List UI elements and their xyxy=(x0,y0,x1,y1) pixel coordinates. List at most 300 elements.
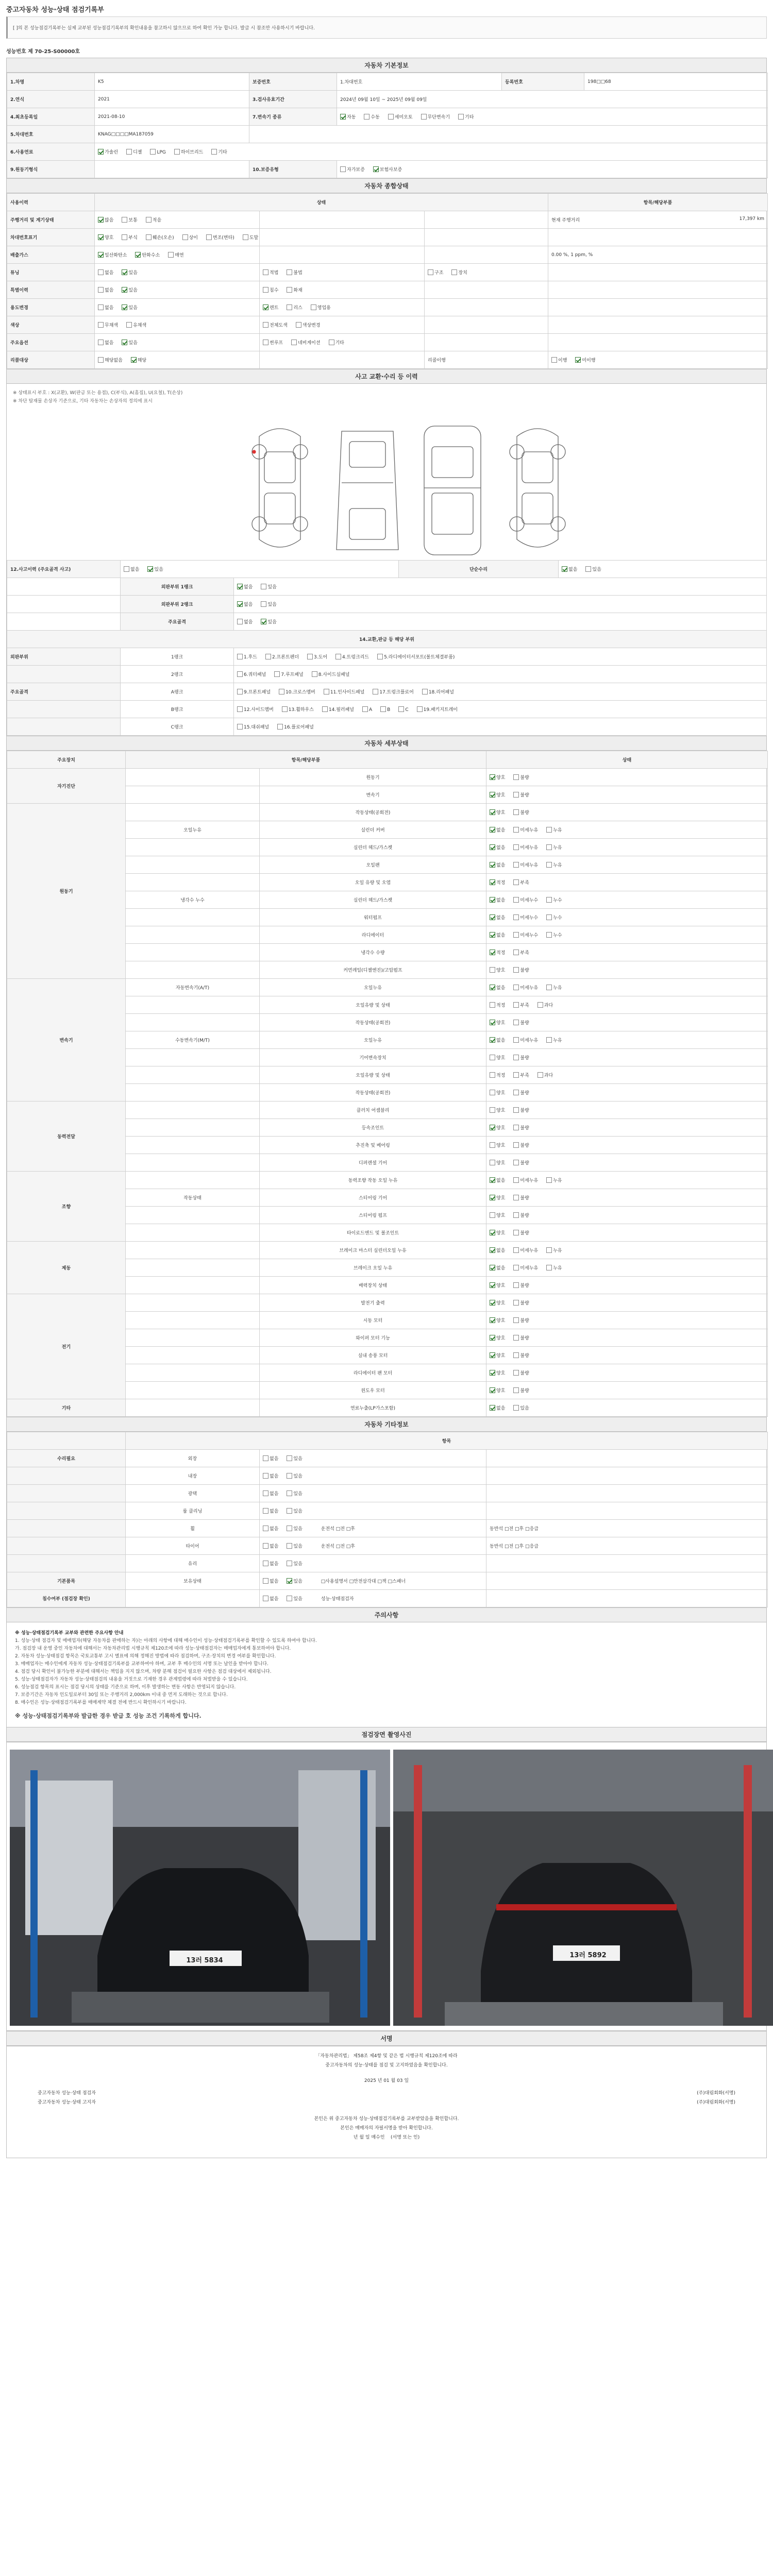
checked-box-icon[interactable] xyxy=(490,792,495,798)
detail-option: 미세누수 xyxy=(513,896,538,903)
basic-label: 보증번호 xyxy=(249,73,337,91)
checkbox-icon[interactable] xyxy=(428,269,433,275)
sign-section xyxy=(6,2031,767,2046)
checkbox-icon[interactable] xyxy=(537,1072,543,1078)
part-option: 1.후드 xyxy=(237,653,257,660)
checkbox-icon[interactable] xyxy=(513,1405,519,1411)
other-option: 없음 xyxy=(263,1455,278,1462)
checkbox-icon[interactable] xyxy=(546,1177,552,1183)
checkbox-icon[interactable] xyxy=(513,879,519,885)
checked-box-icon[interactable] xyxy=(98,217,104,223)
detail-sub xyxy=(126,874,260,891)
checkbox-icon[interactable] xyxy=(263,1508,268,1514)
checkbox-icon[interactable] xyxy=(126,149,132,155)
checkbox-icon[interactable] xyxy=(513,862,519,868)
checkbox-icon[interactable] xyxy=(513,914,519,920)
checkbox-icon[interactable] xyxy=(513,1160,519,1165)
detail-item: 워터펌프 xyxy=(260,909,486,926)
checkbox-icon[interactable] xyxy=(513,1090,519,1095)
detail-option: 있음 xyxy=(513,1404,529,1411)
detail-sub xyxy=(126,1049,260,1066)
checkbox-icon[interactable] xyxy=(206,234,212,240)
checkbox-icon[interactable] xyxy=(237,706,243,712)
checkbox-icon[interactable] xyxy=(287,304,292,310)
checkbox-icon[interactable] xyxy=(513,1125,519,1130)
checkbox-icon[interactable] xyxy=(421,114,427,120)
checkbox-icon[interactable] xyxy=(263,1473,268,1479)
other-item: 룸 클리닝 xyxy=(126,1502,260,1520)
checkbox-icon[interactable] xyxy=(451,269,457,275)
checkbox-icon[interactable] xyxy=(458,114,464,120)
detail-state xyxy=(486,996,768,1014)
checked-box-icon[interactable] xyxy=(490,1317,495,1323)
checkbox-icon[interactable] xyxy=(513,1352,519,1358)
checked-box-icon[interactable] xyxy=(490,1177,495,1183)
checked-box-icon[interactable] xyxy=(490,1037,495,1043)
detail-sub xyxy=(126,1154,260,1172)
checkbox-icon[interactable] xyxy=(513,1370,519,1376)
checked-box-icon[interactable] xyxy=(237,601,243,607)
detail-option: 누수 xyxy=(546,896,562,903)
checkbox-icon[interactable] xyxy=(490,1160,495,1165)
checked-box-icon[interactable] xyxy=(490,1195,495,1200)
checked-box-icon[interactable] xyxy=(490,1125,495,1130)
detail-row xyxy=(7,1294,768,1312)
checked-box-icon[interactable] xyxy=(490,862,495,868)
detail-sub: 냉각수 누수 xyxy=(126,891,260,909)
checkbox-icon[interactable] xyxy=(513,1317,519,1323)
checked-box-icon[interactable] xyxy=(490,1335,495,1341)
checkbox-icon[interactable] xyxy=(98,322,104,328)
other-state xyxy=(260,1572,486,1590)
checked-box-icon[interactable] xyxy=(562,566,567,572)
other-option: 없음 xyxy=(263,1490,278,1497)
detail-option: 양호 xyxy=(490,1352,505,1359)
checked-box-icon[interactable] xyxy=(340,114,346,120)
other-title: 자동차 기타정보 xyxy=(7,1417,766,1432)
checkbox-icon[interactable] xyxy=(513,792,519,798)
checked-box-icon[interactable] xyxy=(490,950,495,955)
checkbox-icon[interactable] xyxy=(546,827,552,833)
checkbox-icon[interactable] xyxy=(398,706,404,712)
car-diagram xyxy=(7,411,766,560)
basic-label: 5.차대번호 xyxy=(7,126,95,143)
checkbox-icon[interactable] xyxy=(513,1300,519,1306)
detail-sub xyxy=(126,786,260,804)
checked-box-icon[interactable] xyxy=(490,985,495,990)
checkbox-icon[interactable] xyxy=(546,1265,552,1270)
basic-label: 9.원동기형식 xyxy=(7,161,95,178)
checkbox-icon[interactable] xyxy=(380,706,386,712)
checkbox-icon[interactable] xyxy=(513,844,519,850)
checkbox-icon[interactable] xyxy=(291,340,297,345)
checked-box-icon[interactable] xyxy=(490,1230,495,1235)
checkbox-icon[interactable] xyxy=(263,1455,268,1461)
detail-item: 타이로드엔드 및 볼조인트 xyxy=(260,1224,486,1242)
checked-box-icon[interactable] xyxy=(490,1282,495,1288)
checked-box-icon[interactable] xyxy=(490,1265,495,1270)
checkbox-icon[interactable] xyxy=(296,322,301,328)
detail-option: 과다 xyxy=(537,1072,553,1078)
checkbox-icon[interactable] xyxy=(287,1561,292,1566)
checkbox-icon[interactable] xyxy=(513,1177,519,1183)
checkbox-icon[interactable] xyxy=(490,1212,495,1218)
checked-box-icon[interactable] xyxy=(490,932,495,938)
rank-option: 있음 xyxy=(261,601,276,607)
checkbox-icon[interactable] xyxy=(98,357,104,363)
checkbox-icon[interactable] xyxy=(261,584,266,589)
checkbox-icon[interactable] xyxy=(513,1142,519,1148)
checkbox-icon[interactable] xyxy=(322,706,328,712)
checkbox-icon[interactable] xyxy=(168,252,174,258)
detail-sub xyxy=(126,909,260,926)
legend-symbols: ※ 상태표시 부호 : X(교환), W(판금 또는 용접), C(부식), A(흠집), U(요철), T(손상) xyxy=(13,391,183,396)
checked-box-icon[interactable] xyxy=(373,166,379,172)
checkbox-icon[interactable] xyxy=(287,269,292,275)
checkbox-icon[interactable] xyxy=(261,601,266,607)
checkbox-icon[interactable] xyxy=(490,1107,495,1113)
checkbox-icon[interactable] xyxy=(277,724,283,730)
checkbox-icon[interactable] xyxy=(307,654,313,659)
checkbox-icon[interactable] xyxy=(513,1195,519,1200)
overview-state xyxy=(425,299,548,316)
checkbox-icon[interactable] xyxy=(513,1265,519,1270)
other-group: 침수여부 (점검장 확인) xyxy=(7,1590,126,1607)
checkbox-icon[interactable] xyxy=(335,654,341,659)
checkbox-icon[interactable] xyxy=(263,1490,268,1496)
checkbox-icon[interactable] xyxy=(513,1230,519,1235)
checkbox-icon[interactable] xyxy=(513,1037,519,1043)
checkbox-icon[interactable] xyxy=(546,862,552,868)
detail-item: 오일유량 및 상태 xyxy=(260,996,486,1014)
other-head-spacer xyxy=(7,1432,126,1450)
overview-state xyxy=(260,246,425,264)
checkbox-icon[interactable] xyxy=(126,322,132,328)
detail-option: 부족 xyxy=(513,879,529,886)
checkbox-icon[interactable] xyxy=(287,1490,292,1496)
checkbox-icon[interactable] xyxy=(490,1072,495,1078)
checkbox-icon[interactable] xyxy=(513,950,519,955)
checkbox-icon[interactable] xyxy=(182,234,188,240)
detail-state xyxy=(486,821,768,839)
checkbox-icon[interactable] xyxy=(312,671,317,677)
sign-line-1: 「자동차관리법」 제58조 제4항 및 같은 법 시행규칙 제120조에 따라 xyxy=(315,2054,458,2059)
checkbox-icon[interactable] xyxy=(490,1055,495,1060)
basic-info-title: 자동차 기본정보 xyxy=(7,58,766,73)
overview-row xyxy=(7,211,768,229)
checked-box-icon[interactable] xyxy=(287,1578,292,1584)
checkbox-icon[interactable] xyxy=(98,304,104,310)
checkbox-icon[interactable] xyxy=(311,304,316,310)
checkbox-icon[interactable] xyxy=(124,566,129,572)
checkbox-icon[interactable] xyxy=(513,897,519,903)
parts-row xyxy=(7,683,767,701)
car-top xyxy=(424,426,481,555)
car-left-side xyxy=(252,429,308,547)
overview-state xyxy=(260,299,425,316)
checkbox-icon[interactable] xyxy=(287,1596,292,1601)
checked-box-icon[interactable] xyxy=(490,844,495,850)
checkbox-icon[interactable] xyxy=(282,706,288,712)
checkbox-icon[interactable] xyxy=(513,827,519,833)
detail-group: 기타 xyxy=(7,1399,126,1417)
other-extra2 xyxy=(486,1572,768,1590)
checked-box-icon[interactable] xyxy=(98,149,104,155)
state-option: 부식 xyxy=(122,234,137,241)
checkbox-icon[interactable] xyxy=(287,1455,292,1461)
checkbox-icon[interactable] xyxy=(98,340,104,345)
checkbox-icon[interactable] xyxy=(513,985,519,990)
checkbox-icon[interactable] xyxy=(237,724,243,730)
detail-state xyxy=(486,1101,768,1119)
checkbox-icon[interactable] xyxy=(263,1578,268,1584)
checkbox-icon[interactable] xyxy=(362,706,368,712)
detail-option: 적정 xyxy=(490,1002,505,1008)
checkbox-icon[interactable] xyxy=(417,706,423,712)
checkbox-icon[interactable] xyxy=(122,217,127,223)
other-row xyxy=(7,1537,768,1555)
detail-option: 불량 xyxy=(513,1019,529,1026)
checked-box-icon[interactable] xyxy=(490,914,495,920)
checkbox-icon[interactable] xyxy=(513,1072,519,1078)
checkbox-icon[interactable] xyxy=(513,932,519,938)
checkbox-icon[interactable] xyxy=(211,149,217,155)
state-option: 없음 xyxy=(98,269,113,276)
detail-option: 누수 xyxy=(546,914,562,921)
checkbox-icon[interactable] xyxy=(546,914,552,920)
detail-option: 양호 xyxy=(490,1089,505,1096)
detail-item: 작동상태(공회전) xyxy=(260,1084,486,1101)
checkbox-icon[interactable] xyxy=(546,844,552,850)
checkbox-icon[interactable] xyxy=(237,619,243,624)
checkbox-icon[interactable] xyxy=(513,1107,519,1113)
overview-state xyxy=(260,264,425,281)
checkbox-icon[interactable] xyxy=(513,774,519,780)
checkbox-icon[interactable] xyxy=(98,269,104,275)
detail-sub xyxy=(126,1259,260,1277)
parts-group: 주요골격 xyxy=(7,683,121,701)
checked-box-icon[interactable] xyxy=(122,269,127,275)
detail-row xyxy=(7,1172,768,1189)
basic-label: 4.최초등록일 xyxy=(7,108,95,126)
detail-state xyxy=(486,1066,768,1084)
other-option: 없음 xyxy=(263,1507,278,1514)
checkbox-icon[interactable] xyxy=(377,654,383,659)
detail-item: 스티어링 기어 xyxy=(260,1189,486,1207)
checkbox-icon[interactable] xyxy=(174,149,180,155)
checkbox-icon[interactable] xyxy=(274,671,280,677)
checkbox-icon[interactable] xyxy=(263,1526,268,1531)
detail-option: 불량 xyxy=(513,1054,529,1061)
checkbox-icon[interactable] xyxy=(513,1212,519,1218)
detail-option: 불량 xyxy=(513,1212,529,1218)
checkbox-icon[interactable] xyxy=(263,322,268,328)
detail-state xyxy=(486,1259,768,1277)
state-option: 보통 xyxy=(122,216,137,223)
checkbox-icon[interactable] xyxy=(513,809,519,815)
checkbox-icon[interactable] xyxy=(513,1282,519,1288)
checkbox-icon[interactable] xyxy=(513,1335,519,1341)
checked-box-icon[interactable] xyxy=(490,1370,495,1376)
overview-table xyxy=(7,193,768,369)
overview-detail xyxy=(548,316,768,334)
part-option: 3.도어 xyxy=(307,653,327,660)
detail-option: 없음 xyxy=(490,861,505,868)
other-group xyxy=(7,1485,126,1502)
checked-box-icon[interactable] xyxy=(261,619,266,624)
warranty-option: 자가보증 xyxy=(340,166,365,173)
checked-box-icon[interactable] xyxy=(490,827,495,833)
checkbox-icon[interactable] xyxy=(388,114,394,120)
detail-state xyxy=(486,979,768,996)
detail-sub xyxy=(126,1014,260,1031)
checked-box-icon[interactable] xyxy=(490,774,495,780)
checked-box-icon[interactable] xyxy=(98,252,104,258)
other-option: 있음 xyxy=(287,1507,302,1514)
parts-row xyxy=(7,648,767,666)
checkbox-icon[interactable] xyxy=(513,1247,519,1253)
checkbox-icon[interactable] xyxy=(237,654,243,659)
checkbox-icon[interactable] xyxy=(287,1526,292,1531)
checked-box-icon[interactable] xyxy=(490,879,495,885)
checkbox-icon[interactable] xyxy=(546,1247,552,1253)
checkbox-icon[interactable] xyxy=(329,340,334,345)
detail-option: 불량 xyxy=(513,967,529,973)
parts-head-row xyxy=(7,631,767,648)
state-option: 상이 xyxy=(182,234,198,241)
checked-box-icon[interactable] xyxy=(490,1247,495,1253)
checkbox-icon[interactable] xyxy=(98,287,104,293)
checked-box-icon[interactable] xyxy=(490,1387,495,1393)
checked-box-icon[interactable] xyxy=(122,304,127,310)
checkbox-icon[interactable] xyxy=(263,1561,268,1566)
checkbox-icon[interactable] xyxy=(279,689,284,694)
other-item: 광택 xyxy=(126,1485,260,1502)
checkbox-icon[interactable] xyxy=(546,932,552,938)
checkbox-icon[interactable] xyxy=(513,1387,519,1393)
checkbox-icon[interactable] xyxy=(546,1037,552,1043)
detail-option: 없음 xyxy=(490,844,505,851)
checked-box-icon[interactable] xyxy=(575,357,581,363)
other-state xyxy=(260,1537,486,1555)
checkbox-icon[interactable] xyxy=(263,1596,268,1601)
detail-option: 불량 xyxy=(513,1334,529,1341)
legend-note: ※ 차단 탑재물 손상자 기준으로, 기타 자동차는 손상자의 정의에 표시 xyxy=(13,399,153,404)
overview-state xyxy=(425,334,548,351)
checkbox-icon[interactable] xyxy=(340,166,346,172)
checked-box-icon[interactable] xyxy=(135,252,141,258)
caution-line: 4. 점검 당시 확인이 불가능한 부분에 대해서는 책임을 지지 않으며, 차량 분해 점검이 필요한 사항은 점검 대상에서 제외됩니다. xyxy=(15,1669,272,1674)
checked-box-icon[interactable] xyxy=(490,897,495,903)
checkbox-icon[interactable] xyxy=(243,234,248,240)
checked-box-icon[interactable] xyxy=(490,1405,495,1411)
checkbox-icon[interactable] xyxy=(513,1020,519,1025)
checkbox-icon[interactable] xyxy=(263,1543,268,1549)
checked-box-icon[interactable] xyxy=(237,584,243,589)
part-option: 19.패키지트레이 xyxy=(417,706,458,713)
detail-item: 디퍼렌셜 기어 xyxy=(260,1154,486,1172)
checkbox-icon[interactable] xyxy=(324,689,329,694)
checkbox-icon[interactable] xyxy=(263,287,268,293)
checkbox-icon[interactable] xyxy=(490,1142,495,1148)
checked-box-icon[interactable] xyxy=(98,234,104,240)
checked-box-icon[interactable] xyxy=(490,809,495,815)
parts-row xyxy=(7,718,767,736)
overview-head-cell: 상태 xyxy=(95,194,548,211)
checkbox-icon[interactable] xyxy=(122,234,127,240)
detail-state xyxy=(486,944,768,961)
caution-line: 1. 성능·상태 점검자 및 매매업자(해당 자동차를 판매하는 자)는 아래의 사항에 대해 매수인이 성능·상태점검기록부를 확인할 수 있도록 하여야 합니다. xyxy=(15,1638,317,1643)
overview-label: 용도변경 xyxy=(7,299,95,316)
detail-state xyxy=(486,1347,768,1364)
detail-item: 와이퍼 모터 기능 xyxy=(260,1329,486,1347)
detail-item: 라디에이터 xyxy=(260,926,486,944)
checked-box-icon[interactable] xyxy=(490,1020,495,1025)
checkbox-icon[interactable] xyxy=(490,1090,495,1095)
detail-option: 양호 xyxy=(490,967,505,973)
checkbox-icon[interactable] xyxy=(513,967,519,973)
other-row xyxy=(7,1520,768,1537)
checked-box-icon[interactable] xyxy=(122,287,127,293)
checked-box-icon[interactable] xyxy=(131,357,137,363)
checkbox-icon[interactable] xyxy=(263,269,268,275)
detail-sub xyxy=(126,1137,260,1154)
parts-items xyxy=(234,648,767,666)
transmission-option: 세미오토 xyxy=(388,113,413,120)
detail-item: 동력조향 작동 오일 누유 xyxy=(260,1172,486,1189)
checkbox-icon[interactable] xyxy=(287,1508,292,1514)
checkbox-icon[interactable] xyxy=(546,985,552,990)
checkbox-icon[interactable] xyxy=(490,967,495,973)
detail-row xyxy=(7,979,768,996)
checkbox-icon[interactable] xyxy=(490,1002,495,1008)
detail-item: 발전기 출력 xyxy=(260,1294,486,1312)
checkbox-icon[interactable] xyxy=(146,217,152,223)
rank-option: 있음 xyxy=(261,583,276,590)
checkbox-icon[interactable] xyxy=(585,566,591,572)
checkbox-icon[interactable] xyxy=(364,114,369,120)
checkbox-icon[interactable] xyxy=(546,897,552,903)
detail-item: 라디에이터 팬 모터 xyxy=(260,1364,486,1382)
checkbox-icon[interactable] xyxy=(551,357,557,363)
checkbox-icon[interactable] xyxy=(287,1473,292,1479)
checkbox-icon[interactable] xyxy=(537,1002,543,1008)
other-extra: 운전석 □전 □후 xyxy=(321,1527,355,1532)
checkbox-icon[interactable] xyxy=(513,1002,519,1008)
checked-box-icon[interactable] xyxy=(490,1300,495,1306)
checkbox-icon[interactable] xyxy=(237,689,243,694)
checkbox-icon[interactable] xyxy=(513,1055,519,1060)
caution-notes xyxy=(7,1622,766,1727)
checked-box-icon[interactable] xyxy=(147,566,153,572)
checkbox-icon[interactable] xyxy=(422,689,428,694)
detail-option: 부족 xyxy=(513,949,529,956)
checked-box-icon[interactable] xyxy=(122,340,127,345)
checkbox-icon[interactable] xyxy=(150,149,156,155)
checkbox-icon[interactable] xyxy=(287,287,292,293)
checkbox-icon[interactable] xyxy=(265,654,271,659)
checkbox-icon[interactable] xyxy=(263,340,268,345)
detail-option: 과다 xyxy=(537,1002,553,1008)
checkbox-icon[interactable] xyxy=(373,689,378,694)
checked-box-icon[interactable] xyxy=(263,304,268,310)
overview-state xyxy=(260,281,425,299)
detail-option: 미세누유 xyxy=(513,984,538,991)
checked-box-icon[interactable] xyxy=(490,1352,495,1358)
checkbox-icon[interactable] xyxy=(237,671,243,677)
checkbox-icon[interactable] xyxy=(146,234,152,240)
checkbox-icon[interactable] xyxy=(287,1543,292,1549)
